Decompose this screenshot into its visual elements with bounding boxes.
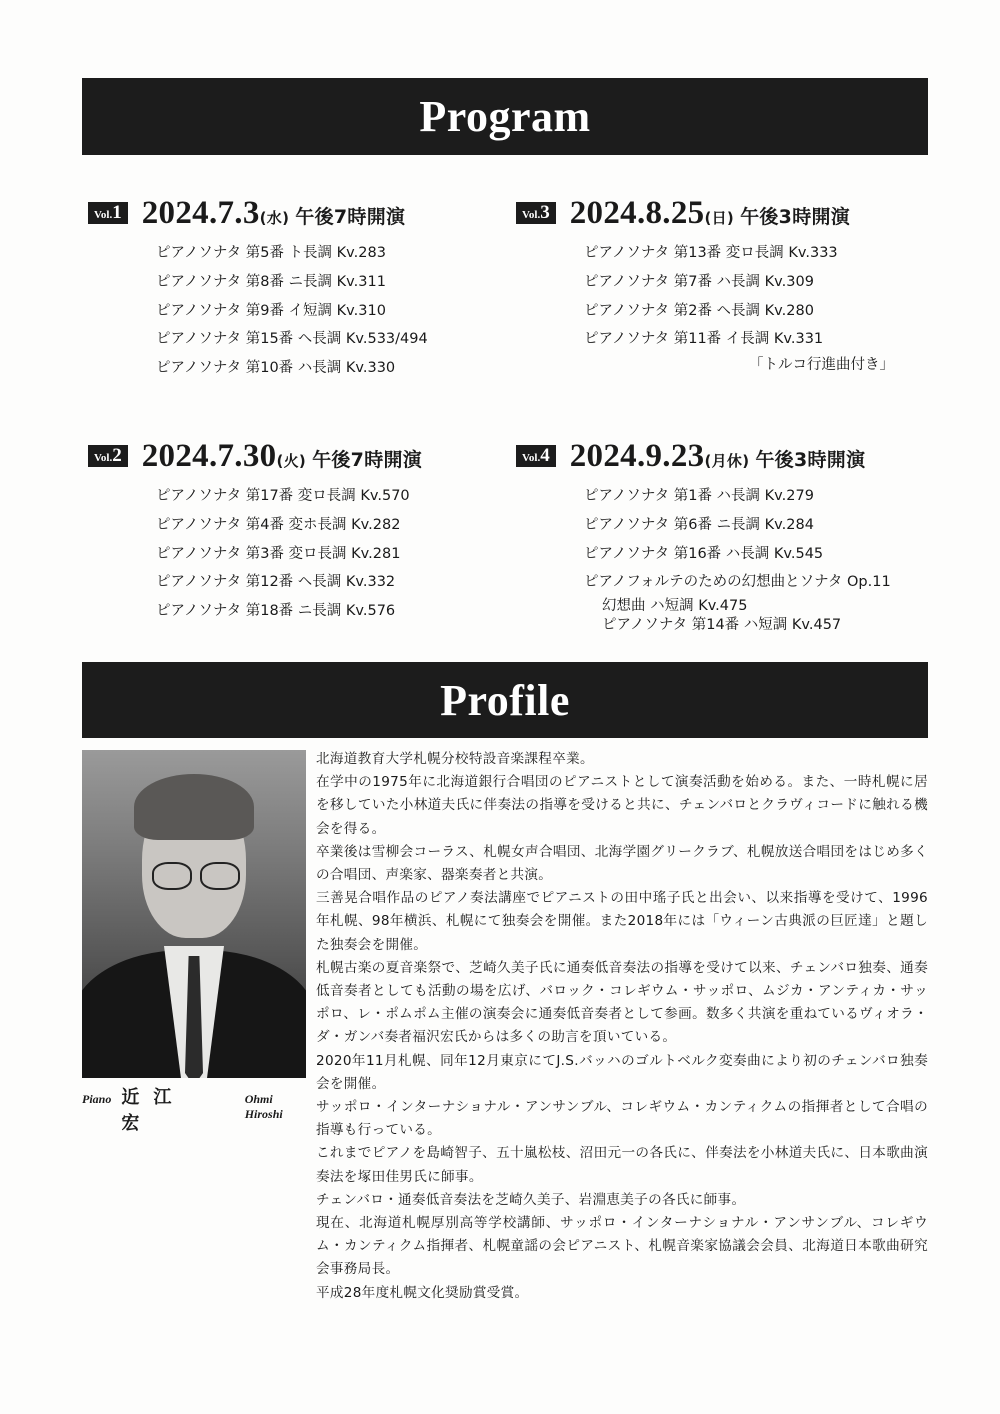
start-time: 午後3時開演: [740, 205, 851, 228]
list-item: ピアノソナタ 第15番 ヘ長調 Kv.533/494: [156, 331, 428, 348]
bio-paragraph: 平成28年度札幌文化奨励賞受賞。: [316, 1284, 529, 1301]
list-item: ピアノソナタ 第6番 ニ長調 Kv.284: [584, 516, 814, 533]
concert-vol-4: [516, 436, 891, 635]
profile-banner: [82, 662, 928, 738]
piece-list: [156, 482, 422, 626]
list-item: ピアノソナタ 第8番 ニ長調 Kv.311: [156, 273, 386, 290]
piece-list: [584, 482, 891, 597]
weekday: (火): [276, 451, 307, 470]
photo-glasses: [200, 862, 240, 890]
bio-paragraph: 在学中の1975年に北海道銀行合唱団のピアニストとして演奏活動を始める。また、一時札幌に居を移していた小林道夫氏に伴奏法の指導を受けると共に、チェンバロとクラヴィコードに触れる機会を得る。: [316, 774, 928, 837]
bio-paragraph: 北海道教育大学札幌分校特設音楽課程卒業。: [316, 751, 594, 767]
list-item: ピアノソナタ 第7番 ハ長調 Kv.309: [584, 273, 814, 290]
start-time: 午後3時開演: [755, 448, 866, 471]
list-item: ピアノソナタ 第11番 イ長調 Kv.331: [584, 331, 824, 348]
list-item: ピアノソナタ 第5番 ト長調 Kv.283: [156, 245, 386, 261]
list-item: ピアノソナタ 第9番 イ短調 Kv.310: [156, 302, 386, 319]
caption-name-en: Ohmi Hiroshi: [244, 1092, 283, 1121]
vol-header: [88, 193, 428, 233]
bio-paragraph: 2020年11月札幌、同年12月東京にてJ.S.バッハのゴルトベルク変奏曲により初のチェンバロ独奏会を開催。: [316, 1052, 928, 1092]
caption-name-ja: 近江 宏: [121, 1087, 186, 1134]
vol-header: [88, 436, 422, 476]
concert-date: 2024.7.3(水) 午後7時開演: [141, 194, 406, 231]
piece-note: 「トルコ行進曲付き」: [749, 357, 894, 374]
list-item: ピアノソナタ 第10番 ハ長調 Kv.330: [156, 360, 396, 377]
caption-instrument: Piano: [82, 1092, 112, 1106]
vol-header: [516, 436, 891, 476]
piece-list: [584, 239, 894, 376]
list-item: ピアノフォルテのための幻想曲とソナタ Op.11: [584, 574, 891, 591]
list-item: ピアノソナタ 第17番 変ロ長調 Kv.570: [156, 488, 410, 504]
list-item: ピアノソナタ 第2番 ヘ長調 Kv.280: [584, 302, 814, 319]
list-item: ピアノソナタ 第4番 変ホ長調 Kv.282: [156, 516, 401, 533]
weekday: (水): [259, 208, 290, 227]
bio-paragraph: 卒業後は雪柳会コーラス、札幌女声合唱団、北海学園グリークラブ、札幌放送合唱団をはじめ多くの合唱団、声楽家、器楽奏者と共演。: [316, 843, 928, 884]
vol-badge: Vol. 3: [516, 202, 556, 224]
sub-piece: 幻想曲 ハ短調 Kv.475: [602, 598, 748, 615]
bio-paragraph: 札幌古楽の夏音楽祭で、芝崎久美子氏に通奏低音奏法の指導を受けて以来、チェンバロ独奏、通奏低音奏者としても活動の場を広げ、バロック・コレギウム・サッポロ、ムジカ・アンティカ・サッポロ、レ・ポムポム主催の演奏会に通奏低音奏者として参画。数多く共演を重ねているヴィオラ・ダ・ガンバ奏者福沢宏氏からは多くの助言を頂いている。: [316, 959, 928, 1046]
concert-date: 2024.9.23(月休) 午後3時開演: [569, 437, 866, 474]
bio-paragraph: 現在、北海道札幌厚別高等学校講師、サッポロ・インターナショナル・アンサンブル、コレギウム・カンティクム指揮者、札幌童謡の会ピアニスト、札幌音楽家協議会会員、北海道日本歌曲研究会事務局長。: [316, 1215, 928, 1278]
list-item: ピアノソナタ 第18番 ニ長調 Kv.576: [156, 603, 396, 620]
portrait-photo: [82, 750, 306, 1078]
list-item: ピアノソナタ 第16番 ハ長調 Kv.545: [584, 545, 824, 562]
list-item: ピアノソナタ 第12番 ヘ長調 Kv.332: [156, 574, 396, 591]
concert-date: 2024.8.25(日) 午後3時開演: [569, 194, 851, 231]
photo-glasses: [152, 862, 192, 890]
bio-paragraph: 三善晃合唱作品のピアノ奏法講座でピアニストの田中瑤子氏と出会い、以来指導を受けて、1996年札幌、98年横浜、札幌にて独奏会を開催。また2018年には「ウィーン古典派の巨匠達」と題した独奏会を開催。: [316, 890, 928, 953]
profile-title: Profile: [440, 675, 570, 725]
weekday: (月休): [704, 451, 750, 470]
concert-date: 2024.7.30(火) 午後7時開演: [141, 437, 423, 474]
concert-vol-2: [88, 436, 422, 626]
start-time: 午後7時開演: [312, 448, 423, 471]
biography: [316, 748, 928, 1305]
concert-vol-1: [88, 193, 428, 383]
weekday: (日): [704, 208, 735, 227]
concert-vol-3: [516, 193, 894, 376]
vol-badge: Vol. 2: [88, 445, 128, 467]
vol-header: [516, 193, 894, 233]
vol-badge: Vol. 1: [88, 202, 128, 224]
bio-paragraph: チェンバロ・通奏低音奏法を芝崎久美子、岩淵恵美子の各氏に師事。: [316, 1191, 746, 1208]
bio-paragraph: これまでピアノを島崎智子、五十嵐松枝、沼田元一の各氏に、伴奏法を小林道夫氏に、日本歌曲演奏法を塚田佳男氏に師事。: [316, 1145, 928, 1185]
piece-list: [156, 239, 428, 383]
program-banner: [82, 78, 928, 155]
photo-caption: [82, 1083, 312, 1135]
list-item: ピアノソナタ 第13番 変ロ長調 Kv.333: [584, 245, 838, 261]
vol-badge: Vol. 4: [516, 445, 556, 467]
list-item: ピアノソナタ 第1番 ハ長調 Kv.279: [584, 488, 814, 504]
list-item: ピアノソナタ 第3番 変ロ長調 Kv.281: [156, 545, 401, 562]
start-time: 午後7時開演: [295, 205, 406, 228]
program-title: Program: [419, 92, 591, 141]
bio-paragraph: サッポロ・インターナショナル・アンサンブル、コレギウム・カンティクムの指揮者として合唱の指導も行っている。: [316, 1099, 928, 1139]
photo-hair: [134, 774, 254, 840]
sub-piece: ピアノソナタ 第14番 ハ短調 Kv.457: [602, 617, 842, 634]
